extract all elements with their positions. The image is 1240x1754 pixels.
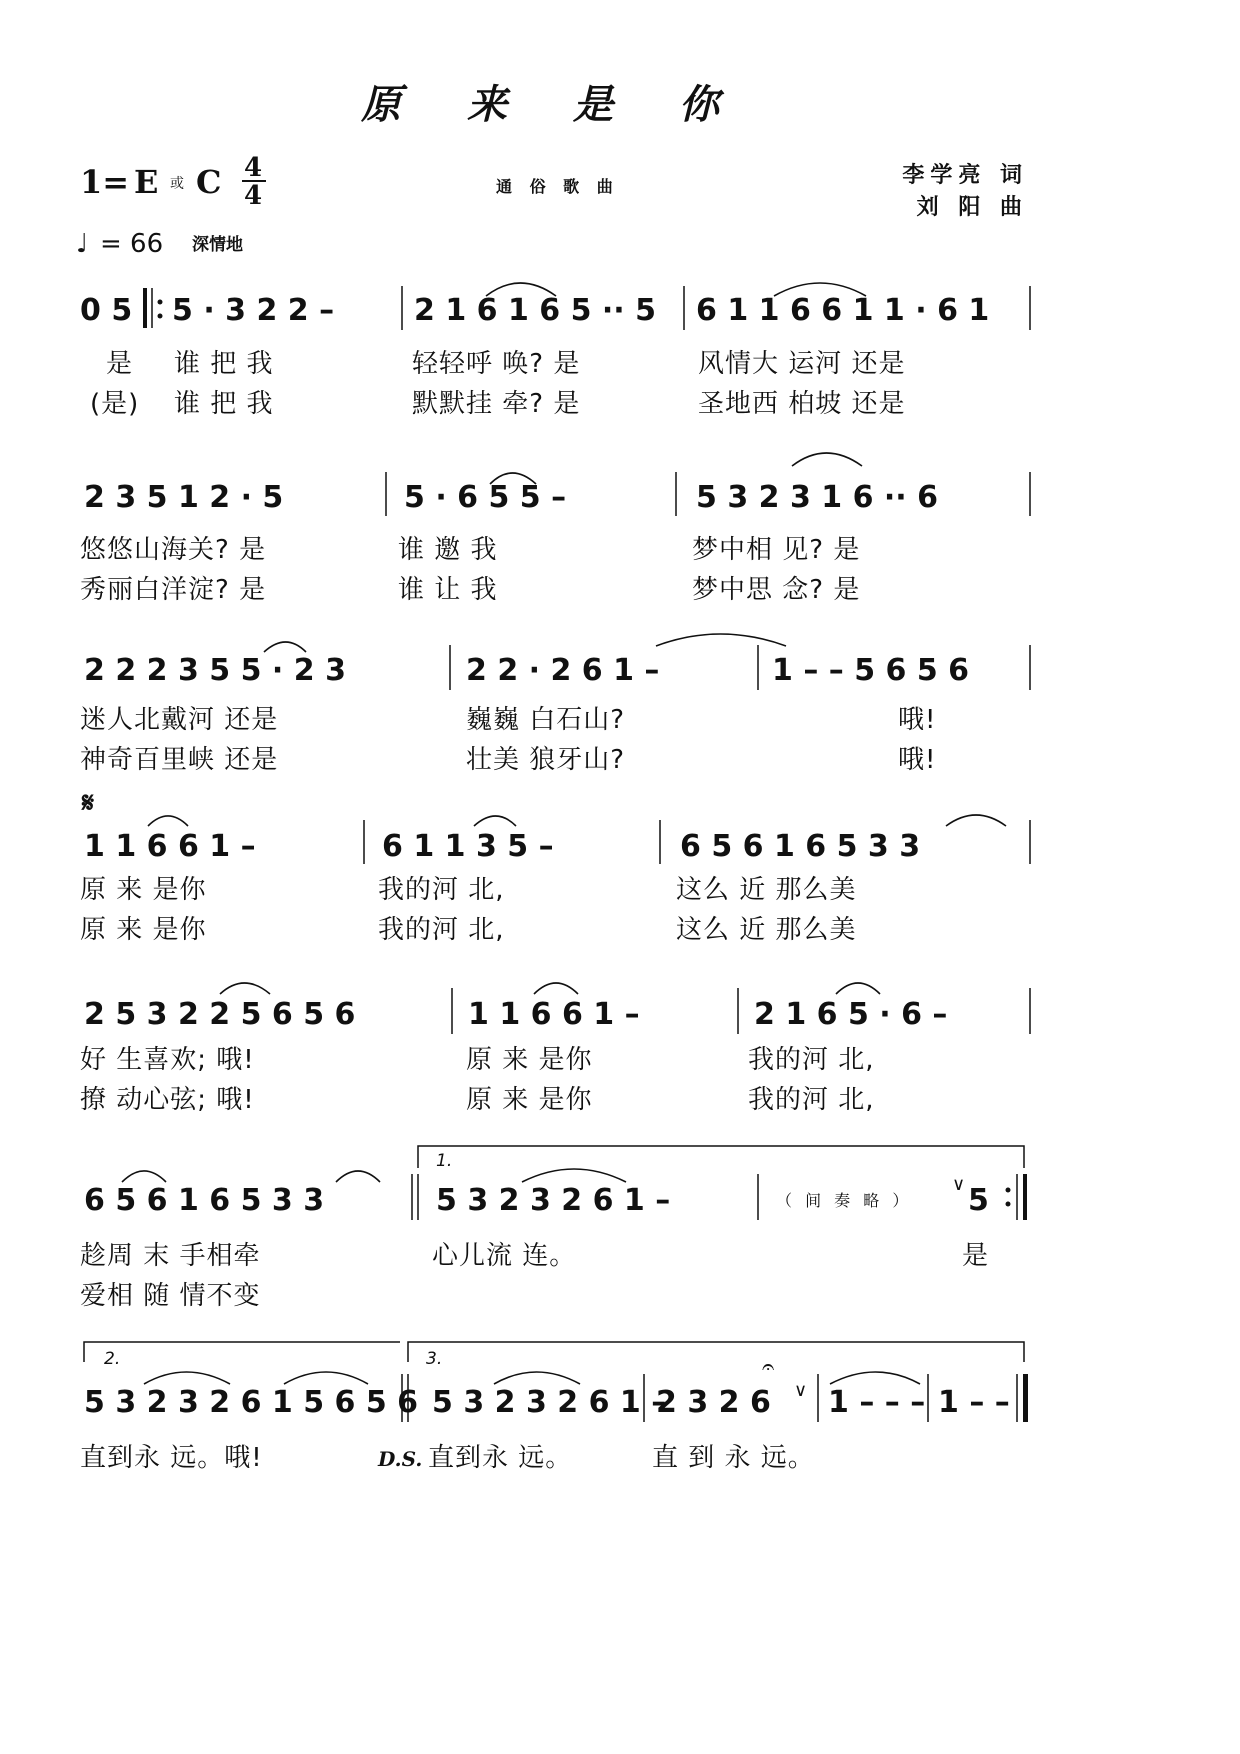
slur [534, 983, 578, 994]
song-title: 原 来 是 你 [361, 81, 745, 128]
lyric-line: 趁周 末 手相牵 [80, 1241, 261, 1271]
lyric-line: 原 来 是你 [466, 1085, 593, 1115]
lyric-line: 轻轻呼 唤? 是 [412, 349, 581, 379]
lyric-line: 我的河 北, [378, 915, 505, 945]
key-or: 或 [170, 176, 184, 192]
lyric-line: 撩 动心弦; 哦! [80, 1085, 255, 1115]
volta-2-label: 2. [104, 1349, 121, 1369]
lyric-line: 圣地西 柏坡 还是 [698, 389, 906, 419]
lyric-line: 默默挂 牵? 是 [412, 389, 581, 419]
measure-notes: 0 5 [80, 293, 133, 328]
final-barline [1023, 1374, 1028, 1422]
measure-notes: 2 3 5 1 2 · 5 [84, 480, 284, 515]
lyric-line: 爱相 随 情不变 [80, 1281, 261, 1311]
tie [946, 815, 1006, 826]
slur [264, 642, 306, 652]
measure-notes: 1 – – [938, 1385, 1010, 1420]
lyric-line: 原 来 是你 [80, 875, 207, 905]
system-6 [80, 1146, 1027, 1311]
measure-notes: 5 3 2 3 2 6 1 – [432, 1385, 667, 1420]
lyric-line: 悠悠山海关? 是 [80, 535, 267, 565]
interlude-note: （ 间 奏 略 ） [776, 1191, 913, 1210]
slur [474, 816, 516, 826]
lyric-line: 壮美 狼牙山? [466, 745, 626, 775]
measure-notes: 1 – – – [828, 1385, 926, 1420]
measure-notes: 6 5 6 1 6 5 3 3 [84, 1183, 325, 1218]
tempo-marking [76, 229, 243, 259]
measure-notes: 2 1 6 1 6 5 ·· 5 [414, 293, 657, 328]
measure-notes: 1 1 6 6 1 – [468, 997, 640, 1032]
slur [792, 453, 862, 466]
tie [830, 1372, 920, 1384]
key-prefix: 1= [80, 163, 130, 201]
measure-notes: 1 – – 5 6 5 6 [772, 653, 970, 688]
repeat-start-barline [143, 288, 147, 328]
measure-notes: 5 · 6 5 5 – [404, 480, 567, 515]
lyric-line: 是 [962, 1241, 990, 1271]
measure-notes: 5 3 2 3 2 6 1 5 6 5 6 [84, 1385, 419, 1420]
slur [836, 983, 880, 994]
measure-notes: 2 1 6 5 · 6 – [754, 997, 948, 1032]
lyric-line: 哦! [898, 705, 937, 735]
measure-notes: 6 1 1 3 5 – [382, 829, 554, 864]
time-signature-top: 4 [244, 153, 263, 183]
lyric-line: 直 到 永 远。 [652, 1443, 815, 1473]
system-4 [80, 815, 1030, 945]
slur [522, 1169, 626, 1182]
measure-notes: 5 3 2 3 2 6 1 – [436, 1183, 671, 1218]
tie [656, 634, 786, 646]
lyric-line: 我的河 北, [748, 1045, 875, 1075]
lyric-line: 巍巍 白石山? [466, 705, 626, 735]
slur [494, 1372, 580, 1384]
volta-3-label: 3. [426, 1349, 443, 1369]
alt-key: C [196, 163, 222, 201]
measure-notes: 6 1 1 6 6 1 1 · 6 1 [696, 293, 990, 328]
main-key: E [134, 163, 159, 201]
system-1 [80, 283, 1030, 419]
system-3 [80, 634, 1030, 775]
slur [122, 1171, 166, 1182]
slur [284, 1372, 368, 1384]
lyric-line: 原 来 是你 [466, 1045, 593, 1075]
measure-notes: 2 2 · 2 6 1 – [466, 653, 660, 688]
lyric-line: 哦! [898, 745, 937, 775]
lyric-line: 迷人北戴河 还是 [80, 705, 279, 735]
lyric-line: 直到永 远。哦! [80, 1443, 263, 1473]
lyric-line: (是) [90, 389, 140, 419]
lyric-line: 好 生喜欢; 哦! [80, 1045, 255, 1075]
volta-bracket [408, 1342, 1024, 1362]
repeat-dot [158, 300, 163, 305]
measure-notes: 2 2 2 3 5 5 · 2 3 [84, 653, 346, 688]
lyric-line: 梦中相 见? 是 [692, 535, 861, 565]
measure-notes: 5 · 3 2 2 – [172, 293, 335, 328]
time-signature-bottom: 4 [244, 181, 263, 211]
lyric-line: 这么 近 那么美 [676, 875, 857, 905]
repeat-dot [1006, 1188, 1011, 1193]
expression-marking: 深情地 [192, 235, 243, 255]
repeat-dot [158, 314, 163, 319]
repeat-end-barline [1023, 1174, 1027, 1220]
lyric-line: 是 [106, 349, 134, 379]
system-5 [80, 983, 1030, 1115]
dal-segno-marking: D.S. [378, 1447, 423, 1471]
slur [148, 816, 188, 826]
fermata-icon: 𝄐 [762, 1355, 775, 1380]
lyric-line: 谁 邀 我 [398, 535, 498, 565]
slur [144, 1372, 230, 1384]
lyric-line: 谁 让 我 [398, 575, 498, 605]
lyric-line: 秀丽白洋淀? 是 [80, 575, 267, 605]
key-signature [80, 153, 266, 211]
system-2 [80, 453, 1030, 605]
measure-notes: 5 3 2 3 1 6 ·· 6 [696, 480, 939, 515]
lyric-line: 心儿流 连。 [432, 1241, 577, 1271]
quarter-note-icon: ♩ [76, 229, 89, 259]
measure-notes: 2 5 3 2 2 5 6 5 6 [84, 997, 356, 1032]
measure-notes: 5 [968, 1183, 989, 1218]
tempo-value: = 66 [100, 229, 164, 259]
lyric-line: 梦中思 念? 是 [692, 575, 861, 605]
lyric-line: 谁 把 我 [174, 389, 274, 419]
lyric-line: 神奇百里峡 还是 [80, 745, 279, 775]
lyric-line: 风情大 运河 还是 [698, 349, 906, 379]
system-7 [80, 1342, 1028, 1473]
measure-notes: 2 3 2 6 [656, 1385, 771, 1420]
measure-notes: 1 1 6 6 1 – [84, 829, 256, 864]
lyric-line: 我的河 北, [378, 875, 505, 905]
volta-bracket [84, 1342, 400, 1362]
tie [336, 1171, 380, 1182]
tie [220, 983, 270, 994]
lyric-line: 这么 近 那么美 [676, 915, 857, 945]
genre-label: 通 俗 歌 曲 [496, 177, 619, 196]
segno-sign: 𝄋 [82, 786, 95, 819]
lyric-line: 原 来 是你 [80, 915, 207, 945]
composer-credit: 刘 阳 曲 [916, 195, 1028, 220]
lyric-line: 谁 把 我 [174, 349, 274, 379]
breath-mark: ∨ [952, 1174, 966, 1195]
lyric-line: 直到永 远。 [428, 1443, 573, 1473]
breath-mark: ∨ [794, 1380, 808, 1401]
volta-bracket [418, 1146, 1024, 1168]
volta-1-label: 1. [436, 1151, 453, 1171]
repeat-dot [1006, 1202, 1011, 1207]
lyric-line: 我的河 北, [748, 1085, 875, 1115]
measure-notes: 6 5 6 1 6 5 3 3 [680, 829, 921, 864]
lyricist-credit: 李学亮 词 [902, 163, 1028, 188]
